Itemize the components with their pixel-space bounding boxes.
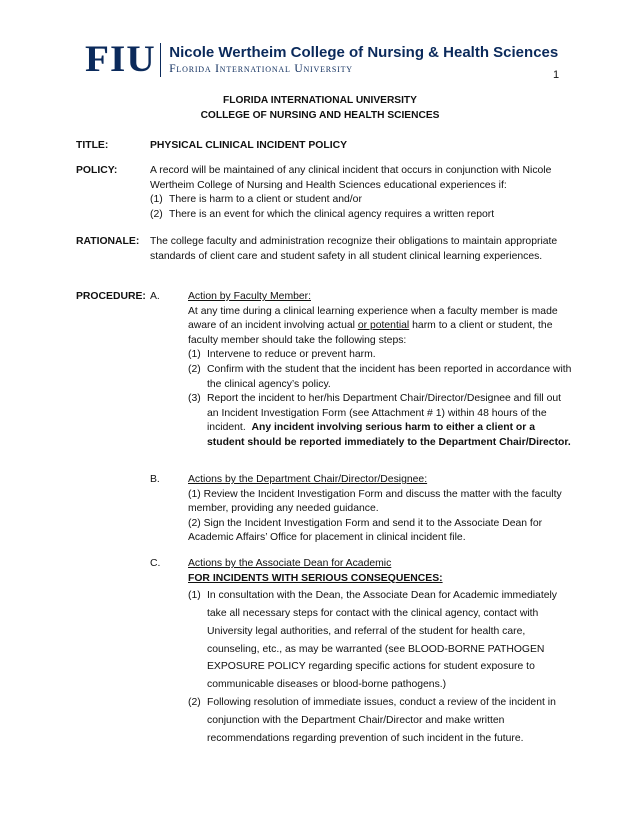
procedure-label: PROCEDURE:	[76, 291, 146, 302]
policy-item-text: There is harm to a client or student and/or	[169, 194, 362, 206]
item-text-group	[207, 392, 573, 450]
item-text: In consultation with the Dean, the Associate Dean for Academic immediately take all necessary steps for contact with the clinical agency, contact with University legal authorities, and referral of the student for health care, counseling, etc., as may be warranted (see BLOOD-BORNE PATHOGEN EXPOSURE POLICY regarding specific actions for student exposure to communicable diseases or blood-borne pathogens.)	[207, 590, 558, 691]
heading-university: FLORIDA INTERNATIONAL UNIVERSITY	[223, 95, 417, 106]
item-number: (3)	[188, 393, 201, 405]
rationale-text: The college faculty and administration recognize their obligations to maintain appropriate standards of client care and student safety in all student clinical learning experiences.	[150, 236, 558, 262]
title-label: TITLE:	[76, 140, 109, 151]
procedure-a-item	[188, 363, 573, 392]
college-name: Nicole Wertheim College of Nursing & Health Sciences	[169, 44, 559, 61]
policy-item	[150, 193, 570, 208]
item-number: (2)	[188, 696, 201, 708]
procedure-b-item: (2) Sign the Incident Investigation Form and send it to the Associate Dean for Academic Affairs’ Office for placement in clinical incident file.	[188, 517, 543, 544]
procedure-a-intro	[188, 305, 573, 349]
item-number: (1)	[188, 349, 201, 361]
policy-title: PHYSICAL CLINICAL INCIDENT POLICY	[150, 140, 348, 151]
heading-college: COLLEGE OF NURSING AND HEALTH SCIENCES	[200, 110, 440, 121]
procedure-c-subheading: FOR INCIDENTS WITH SERIOUS CONSEQUENCES:	[188, 572, 443, 584]
intro-text: At any time during a clinical learning experience when a faculty member is made aware of an incident involving actual	[188, 305, 558, 332]
fiu-logo-mark: FIU	[85, 39, 156, 80]
procedure-b-heading: Actions by the Department Chair/Director/Designee:	[188, 474, 428, 485]
university-name: Florida International University	[169, 63, 353, 75]
policy-text	[150, 164, 570, 222]
policy-item-text: There is an event for which the clinical agency requires a written report	[169, 208, 495, 220]
item-text: Report the incident to her/his Department Chair/Director/Designee and fill out an Incident Investigation Form (see Attachment # 1) within 48 hours of the incident.	[207, 393, 562, 434]
item-text: Intervene to reduce or prevent harm.	[207, 349, 376, 361]
procedure-c-heading: Actions by the Associate Dean for Academic	[188, 558, 392, 569]
item-text: Following resolution of immediate issues, conduct a review of the incident in conjunction with the Department Chair/Director and make written recommendations regarding prevention of such incident in the future.	[207, 696, 556, 744]
policy-item-number: (2)	[150, 208, 163, 220]
item-text: Confirm with the student that the incident has been reported in accordance with the clinical agency’s policy.	[207, 363, 572, 390]
procedure-a-heading: Action by Faculty Member:	[188, 291, 311, 302]
procedure-c-item	[188, 587, 573, 694]
policy-label: POLICY:	[76, 165, 118, 176]
intro-underlined-text: or potential	[357, 320, 410, 332]
procedure-b	[188, 473, 573, 546]
procedure-a	[188, 290, 573, 451]
fiu-logo	[85, 39, 559, 80]
procedure-b-item: (1) Review the Incident Investigation Form and discuss the matter with the faculty member, providing any needed guidance.	[188, 488, 562, 515]
policy-intro: A record will be maintained of any clinical incident that occurs in conjunction with Nicole Wertheim College of Nursing and Health Sciences educational experiences if:	[150, 165, 552, 191]
procedure-a-letter: A.	[150, 291, 160, 302]
policy-item	[150, 208, 570, 223]
logo-divider	[160, 43, 162, 77]
procedure-a-item	[188, 348, 573, 363]
item-bold-warning: Any incident involving serious harm to either a client or a student should be reported immediately to the Department Chair/Director.	[207, 422, 571, 448]
rationale-label: RATIONALE:	[76, 236, 140, 247]
procedure-c-item	[188, 694, 573, 747]
item-number: (1)	[188, 590, 201, 602]
intro-text-end: harm to a client or student, the faculty member should take the following steps:	[188, 320, 553, 346]
procedure-a-item	[188, 392, 573, 450]
item-number: (2)	[188, 363, 201, 375]
policy-item-number: (1)	[150, 194, 163, 206]
page-number: 1	[553, 69, 560, 81]
procedure-c	[188, 557, 573, 747]
procedure-b-letter: B.	[150, 474, 160, 485]
procedure-c-letter: C.	[150, 558, 161, 569]
logo-text	[169, 44, 558, 76]
